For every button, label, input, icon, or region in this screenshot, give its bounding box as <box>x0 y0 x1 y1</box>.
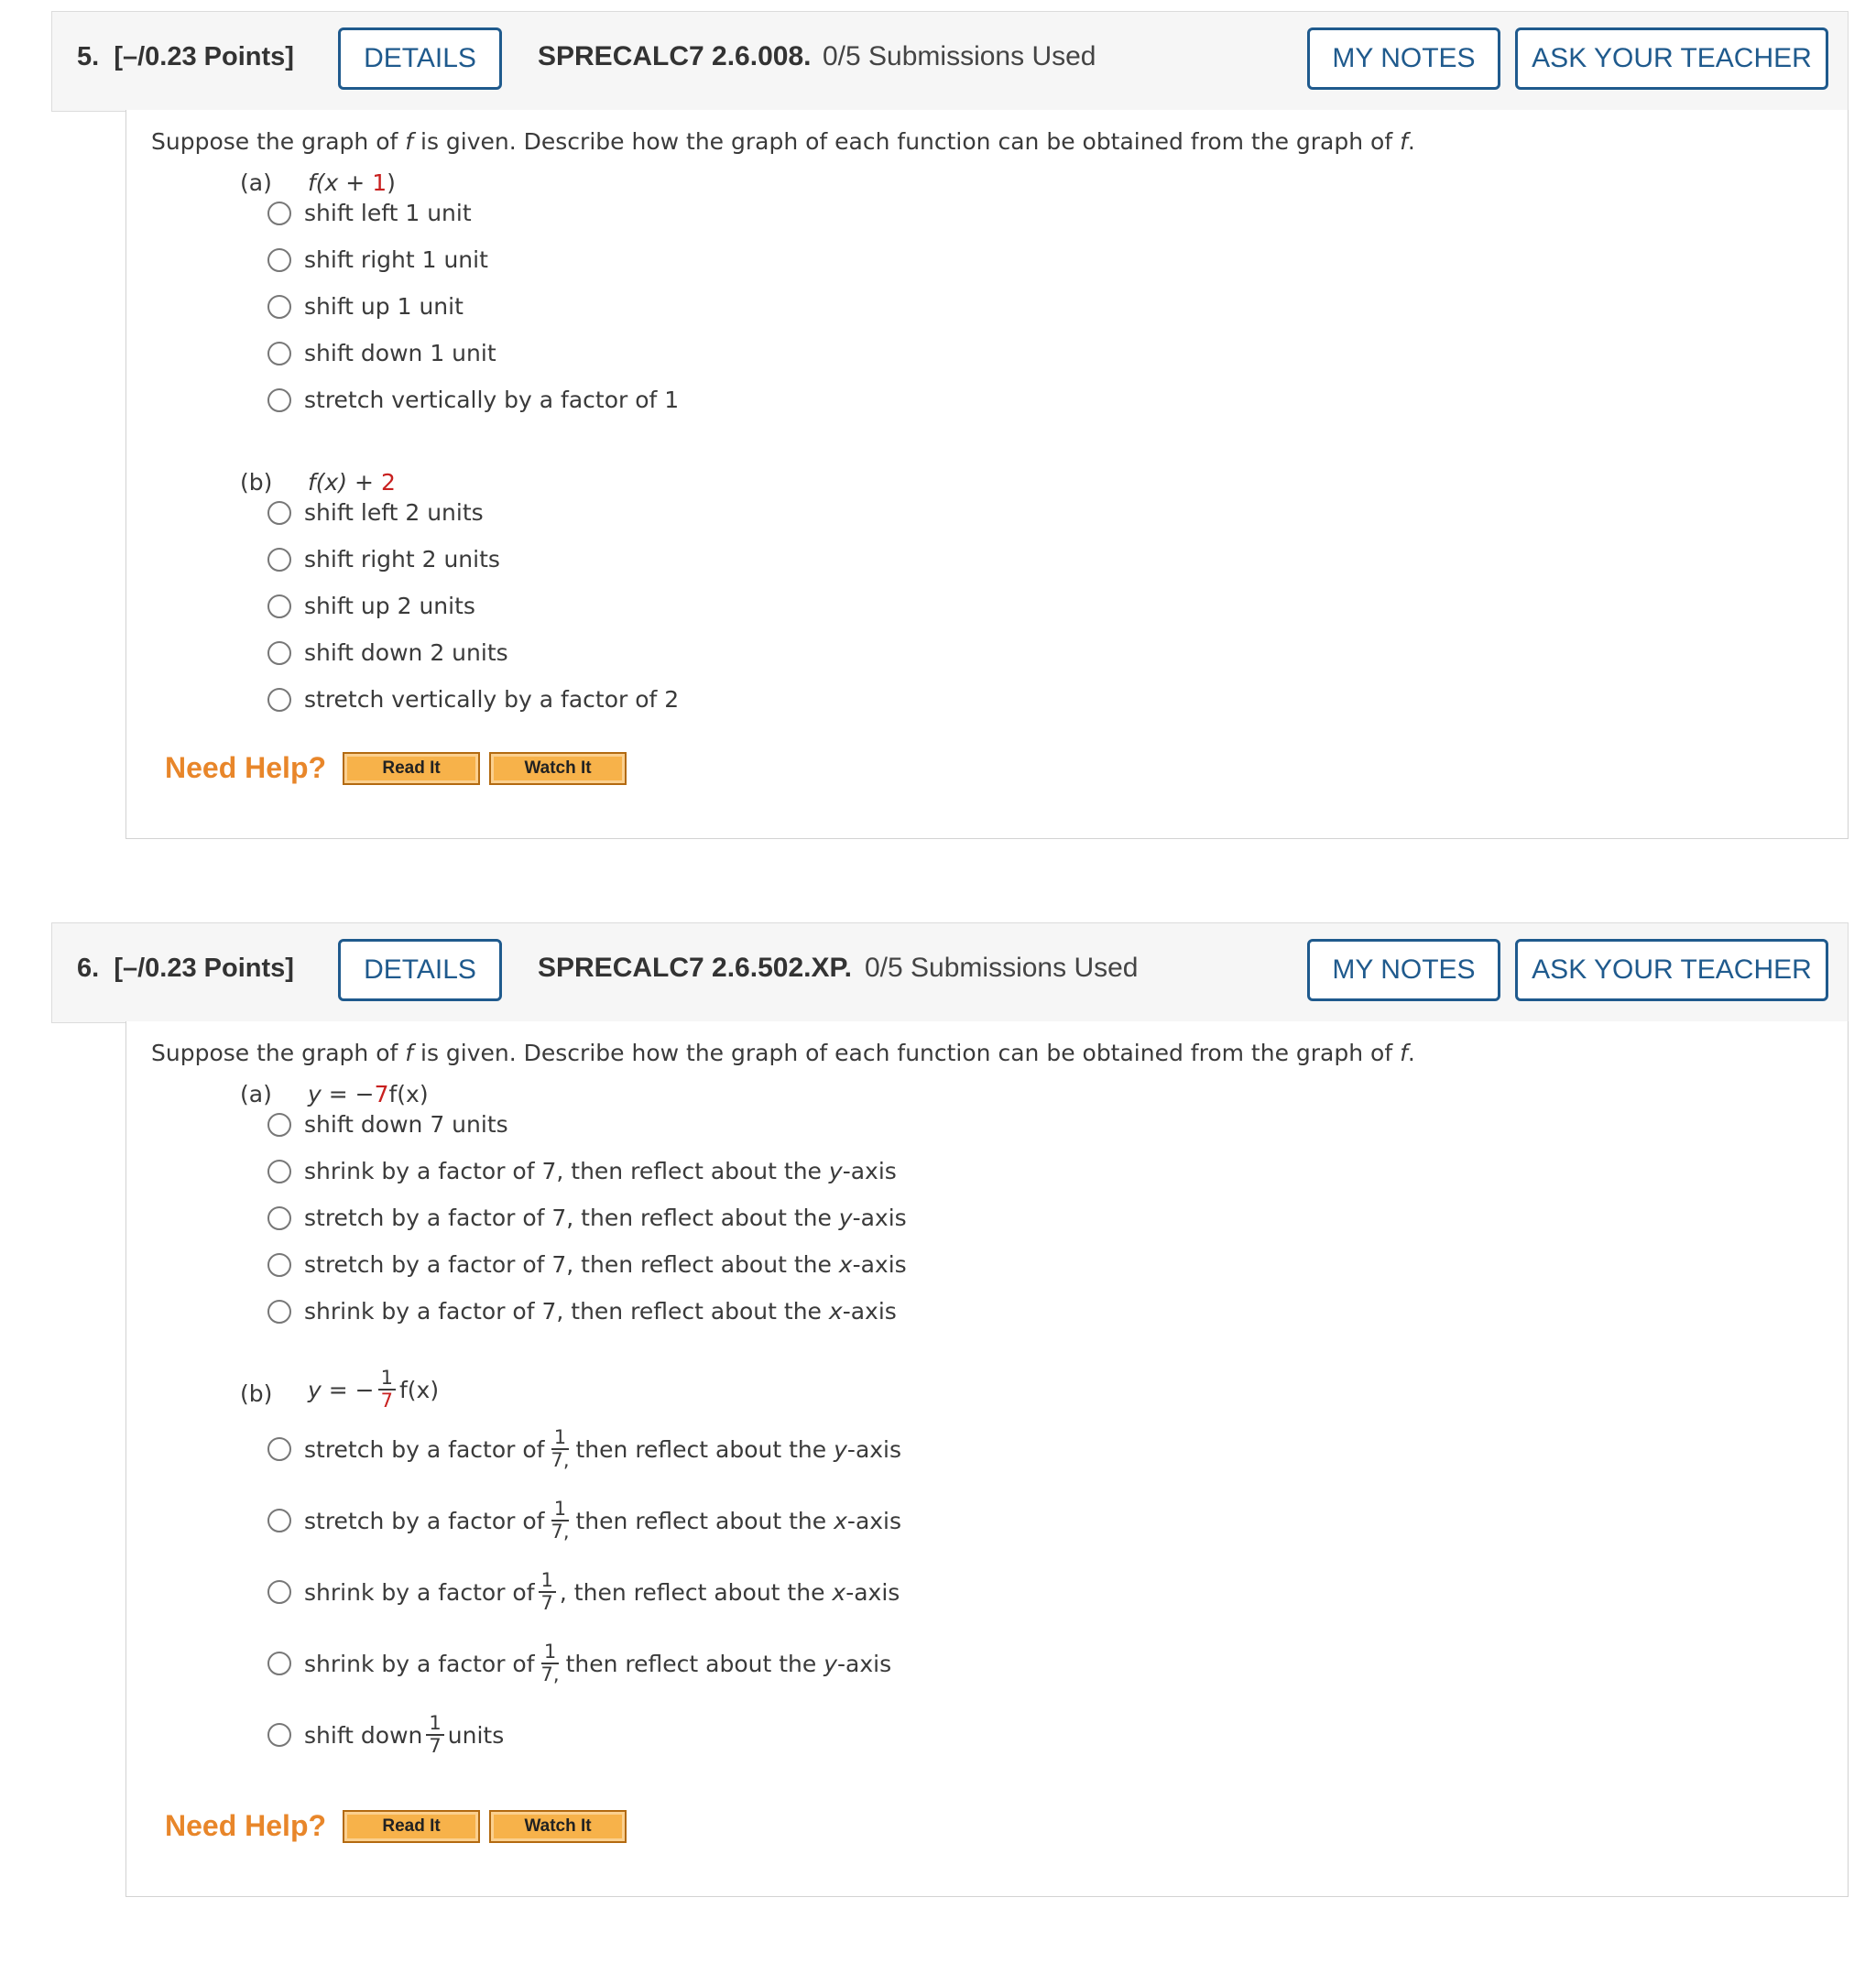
radio-button[interactable] <box>267 641 291 665</box>
ask-your-teacher-button[interactable]: ASK YOUR TEACHER <box>1515 27 1828 90</box>
question-header <box>51 11 1849 112</box>
option-b3[interactable]: shift up 2 units <box>267 593 475 619</box>
option-b4[interactable]: shift down 2 units <box>267 639 508 666</box>
option-b3[interactable]: shrink by a factor of $\frac{1}{7}$ , then reflect about the x -axis <box>267 1570 900 1614</box>
need-help-label: Need Help? <box>165 751 327 784</box>
radio-button[interactable] <box>267 248 291 272</box>
option-a2[interactable]: shift right 1 unit <box>267 246 488 273</box>
radio-button[interactable] <box>267 1253 291 1277</box>
details-button[interactable]: DETAILS <box>338 27 502 90</box>
part-a-label: (a) <box>240 169 272 196</box>
question-5 <box>51 11 1849 835</box>
points-label: [–/0.23 Points] <box>114 42 294 71</box>
radio-button[interactable] <box>267 688 291 712</box>
option-b1[interactable]: stretch by a factor of $\frac{1}{7,}$ then reflect about the y -axis <box>267 1427 901 1471</box>
radio-button[interactable] <box>267 342 291 365</box>
radio-button[interactable] <box>267 1113 291 1137</box>
need-help-label: Need Help? <box>165 1809 327 1842</box>
radio-button[interactable] <box>267 1509 291 1532</box>
read-it-button[interactable]: Read It <box>343 752 480 785</box>
details-button[interactable]: DETAILS <box>338 939 502 1001</box>
part-b-label: (b) <box>240 469 273 496</box>
question-prompt: Suppose the graph of f is given. Describe how the graph of each function can be obtained from the graph of f. <box>151 128 1415 155</box>
read-it-button[interactable]: Read It <box>343 1810 480 1843</box>
question-body <box>125 110 1849 839</box>
part-b-expression: f(x) + 2 <box>308 469 396 496</box>
fraction: $\frac{1}{7}$ <box>539 1570 556 1614</box>
option-a4[interactable]: shift down 1 unit <box>267 340 496 366</box>
radio-button[interactable] <box>267 1160 291 1183</box>
question-number: 6. [–/0.23 Points] <box>77 954 294 983</box>
submissions-used: 0/5 Submissions Used <box>823 41 1096 71</box>
part-a-expression: f(x + 1) <box>308 169 396 196</box>
option-b1[interactable]: shift left 2 units <box>267 499 484 526</box>
problem-code: SPRECALC7 2.6.502.XP. <box>538 953 852 983</box>
option-b4[interactable]: shrink by a factor of $\frac{1}{7,}$ then reflect about the y -axis <box>267 1641 891 1685</box>
ask-your-teacher-button[interactable]: ASK YOUR TEACHER <box>1515 939 1828 1001</box>
radio-button[interactable] <box>267 594 291 618</box>
option-a5[interactable]: stretch vertically by a factor of 1 <box>267 387 679 413</box>
fraction: $\frac{1}{7}$ <box>378 1368 396 1412</box>
problem-code: SPRECALC7 2.6.008. <box>538 41 812 71</box>
need-help-bar <box>165 751 636 785</box>
radio-button[interactable] <box>267 501 291 525</box>
question-6 <box>51 922 1849 1930</box>
watch-it-button[interactable]: Watch It <box>489 1810 627 1843</box>
fraction: $\frac{1}{7,}$ <box>551 1498 570 1543</box>
submissions-used: 0/5 Submissions Used <box>865 953 1139 983</box>
option-a3[interactable]: stretch by a factor of 7, then reflect about the y -axis <box>267 1205 907 1231</box>
question-header <box>51 922 1849 1023</box>
option-b2[interactable]: stretch by a factor of $\frac{1}{7,}$ then reflect about the x -axis <box>267 1499 901 1543</box>
radio-button[interactable] <box>267 1206 291 1230</box>
radio-button[interactable] <box>267 388 291 412</box>
option-a3[interactable]: shift up 1 unit <box>267 293 464 320</box>
part-a-expression: y = −7f(x) <box>308 1081 429 1107</box>
radio-button[interactable] <box>267 1652 291 1675</box>
question-number: 5. [–/0.23 Points] <box>77 42 294 71</box>
radio-button[interactable] <box>267 548 291 572</box>
option-b2[interactable]: shift right 2 units <box>267 546 500 573</box>
option-b5[interactable]: shift down $\frac{1}{7}$ units <box>267 1713 504 1757</box>
points-label: [–/0.23 Points] <box>114 954 294 983</box>
option-a1[interactable]: shift left 1 unit <box>267 200 472 226</box>
fraction: $\frac{1}{7}$ <box>426 1713 443 1757</box>
part-a-label: (a) <box>240 1081 272 1107</box>
radio-button[interactable] <box>267 1580 291 1604</box>
option-a1[interactable]: shift down 7 units <box>267 1111 508 1138</box>
watch-it-button[interactable]: Watch It <box>489 752 627 785</box>
radio-button[interactable] <box>267 1437 291 1461</box>
part-b-expression: y = − $\frac{1}{7}$ f(x) <box>308 1367 440 1412</box>
my-notes-button[interactable]: MY NOTES <box>1307 939 1500 1001</box>
fraction: $\frac{1}{7,}$ <box>551 1426 570 1471</box>
question-prompt: Suppose the graph of f is given. Describe how the graph of each function can be obtained from the graph of f. <box>151 1040 1415 1066</box>
option-a5[interactable]: shrink by a factor of 7, then reflect about the x -axis <box>267 1298 897 1325</box>
my-notes-button[interactable]: MY NOTES <box>1307 27 1500 90</box>
question-body <box>125 1021 1849 1897</box>
option-b5[interactable]: stretch vertically by a factor of 2 <box>267 686 679 713</box>
radio-button[interactable] <box>267 202 291 225</box>
need-help-bar <box>165 1809 636 1843</box>
option-a2[interactable]: shrink by a factor of 7, then reflect about the y -axis <box>267 1158 897 1184</box>
radio-button[interactable] <box>267 1723 291 1747</box>
option-a4[interactable]: stretch by a factor of 7, then reflect about the x -axis <box>267 1251 907 1278</box>
fraction: $\frac{1}{7,}$ <box>540 1641 560 1685</box>
part-b-label: (b) <box>240 1380 273 1407</box>
radio-button[interactable] <box>267 295 291 319</box>
radio-button[interactable] <box>267 1300 291 1324</box>
